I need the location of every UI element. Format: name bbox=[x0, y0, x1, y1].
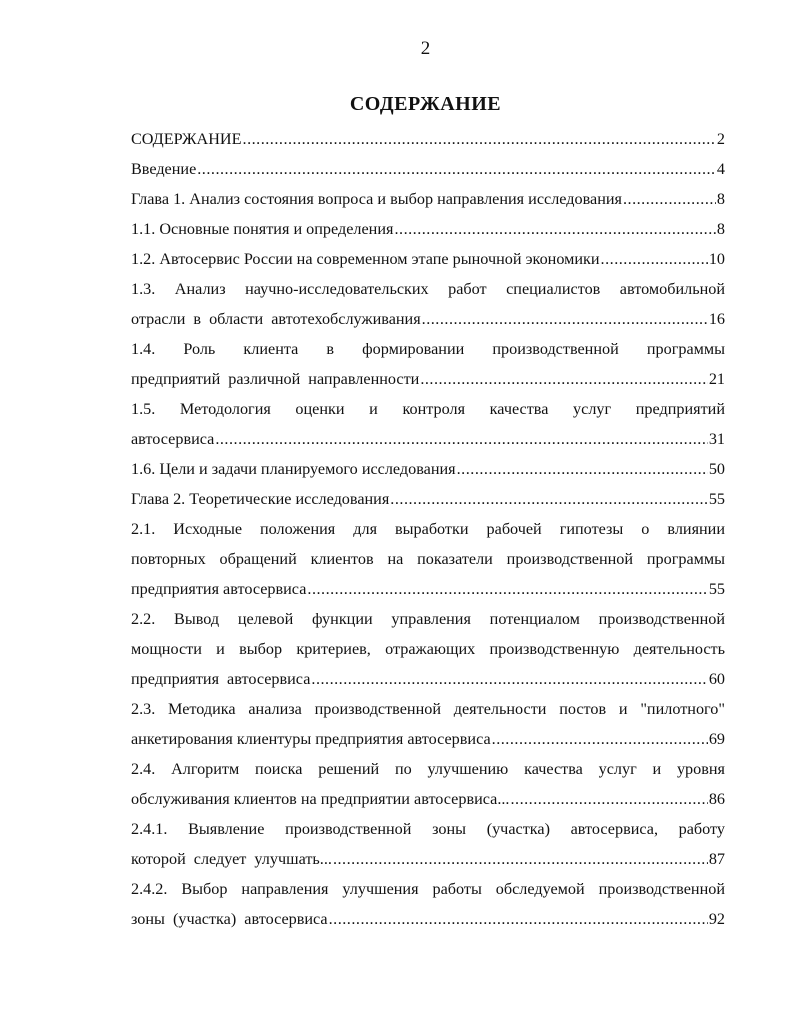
toc-page-number: 92 bbox=[708, 910, 725, 928]
toc-entry[interactable] bbox=[131, 214, 725, 244]
page-number: 2 bbox=[420, 38, 431, 59]
toc-entry[interactable] bbox=[131, 724, 725, 754]
dot-leader bbox=[311, 664, 707, 694]
toc-page-number: 60 bbox=[708, 670, 725, 688]
toc-entry-line: 2.1. Исходные положения для выработки рабочей гипотезы о влиянии bbox=[131, 520, 725, 538]
toc-page-number: 21 bbox=[708, 370, 725, 388]
dot-leader bbox=[197, 154, 716, 184]
toc-entry-line: 1.5. Методология оценки и контроля качества услуг предприятий bbox=[131, 400, 725, 418]
toc-entry[interactable] bbox=[131, 244, 725, 274]
dot-leader bbox=[390, 484, 708, 514]
toc-entry[interactable] bbox=[131, 664, 725, 694]
dot-leader bbox=[422, 304, 708, 334]
toc-entry[interactable] bbox=[131, 154, 725, 184]
toc-entry-text: Глава 2. Теоретические исследования bbox=[131, 490, 390, 508]
toc-page-number: 31 bbox=[708, 430, 725, 448]
dot-leader bbox=[457, 454, 708, 484]
dot-leader bbox=[329, 904, 708, 934]
toc-entry-line: 2.3. Методика анализа производственной деятельности постов и "пилотного" bbox=[131, 700, 725, 718]
toc-entry[interactable] bbox=[131, 364, 725, 394]
toc-entry-text: Введение bbox=[131, 160, 197, 178]
toc-page-number: 55 bbox=[708, 580, 725, 598]
toc-page-number: 8 bbox=[716, 220, 725, 238]
toc-entry-text: зоны (участка) автосервиса bbox=[131, 910, 328, 928]
toc-entry-text: СОДЕРЖАНИЕ bbox=[131, 130, 242, 148]
toc-page-number: 69 bbox=[708, 730, 725, 748]
dot-leader bbox=[420, 364, 708, 394]
toc-page-number: 2 bbox=[716, 130, 725, 148]
toc-entry-line: повторных обращений клиентов на показатели производственной программы bbox=[131, 550, 725, 568]
toc-entry[interactable] bbox=[131, 454, 725, 484]
page-title: СОДЕРЖАНИЕ bbox=[349, 93, 502, 115]
toc-entry-line: мощности и выбор критериев, отражающих производственную деятельность bbox=[131, 640, 725, 658]
toc-entry-text: автосервиса bbox=[131, 430, 215, 448]
toc-entry[interactable] bbox=[131, 784, 725, 814]
dot-leader bbox=[394, 214, 715, 244]
toc-entry[interactable] bbox=[131, 484, 725, 514]
dot-leader bbox=[215, 424, 707, 454]
toc-page-number: 55 bbox=[708, 490, 725, 508]
toc-entry-text: обслуживания клиентов на предприятии автосервиса... bbox=[131, 790, 510, 808]
toc-page-number: 8 bbox=[716, 190, 725, 208]
toc-entry-line: 1.3. Анализ научно-исследовательских работ специалистов автомобильной bbox=[131, 280, 725, 298]
toc-entry-text: которой следует улучшать... bbox=[131, 850, 332, 868]
toc-entry-line: 2.4.1. Выявление производственной зоны (участка) автосервиса, работу bbox=[131, 820, 725, 838]
toc-entry-line: 2.2. Вывод целевой функции управления потенциалом производственной bbox=[131, 610, 725, 628]
toc-page-number: 86 bbox=[708, 790, 725, 808]
toc-entry-text: анкетирования клиентуры предприятия автосервиса bbox=[131, 730, 491, 748]
toc-entry-text: предприятия автосервиса bbox=[131, 580, 307, 598]
toc-page-number: 50 bbox=[708, 460, 725, 478]
toc-entry-text: 1.6. Цели и задачи планируемого исследования bbox=[131, 460, 456, 478]
toc-entry[interactable] bbox=[131, 304, 725, 334]
toc-entry-text: отрасли в области автотехобслуживания bbox=[131, 310, 421, 328]
dot-leader bbox=[333, 844, 708, 874]
toc-page-number: 10 bbox=[708, 250, 725, 268]
toc-entry[interactable] bbox=[131, 124, 725, 154]
dot-leader bbox=[623, 184, 716, 214]
dot-leader bbox=[510, 784, 707, 814]
toc-entry-line: 2.4. Алгоритм поиска решений по улучшению качества услуг и уровня bbox=[131, 760, 725, 778]
toc-page-number: 16 bbox=[708, 310, 725, 328]
toc-entry-text: 1.2. Автосервис России на современном этапе рыночной экономики bbox=[131, 250, 600, 268]
toc-entry-text: предприятия автосервиса bbox=[131, 670, 311, 688]
toc-entry-text: предприятий различной направленности bbox=[131, 370, 420, 388]
toc-entry-line: 2.4.2. Выбор направления улучшения работы обследуемой производственной bbox=[131, 880, 725, 898]
toc-page-number: 87 bbox=[708, 850, 725, 868]
dot-leader bbox=[243, 124, 716, 154]
toc-entry[interactable] bbox=[131, 574, 725, 604]
dot-leader bbox=[492, 724, 708, 754]
toc-entry-line: 1.4. Роль клиента в формировании производственной программы bbox=[131, 340, 725, 358]
toc-entry[interactable] bbox=[131, 424, 725, 454]
dot-leader bbox=[307, 574, 707, 604]
toc-entry[interactable] bbox=[131, 904, 725, 934]
toc-entry-text: 1.1. Основные понятия и определения bbox=[131, 220, 394, 238]
toc-entry[interactable] bbox=[131, 844, 725, 874]
dot-leader bbox=[601, 244, 708, 274]
toc-entry-text: Глава 1. Анализ состояния вопроса и выбор направления исследования bbox=[131, 190, 622, 208]
toc-page-number: 4 bbox=[716, 160, 725, 178]
toc-entry[interactable] bbox=[131, 184, 725, 214]
table-of-contents bbox=[131, 124, 725, 934]
